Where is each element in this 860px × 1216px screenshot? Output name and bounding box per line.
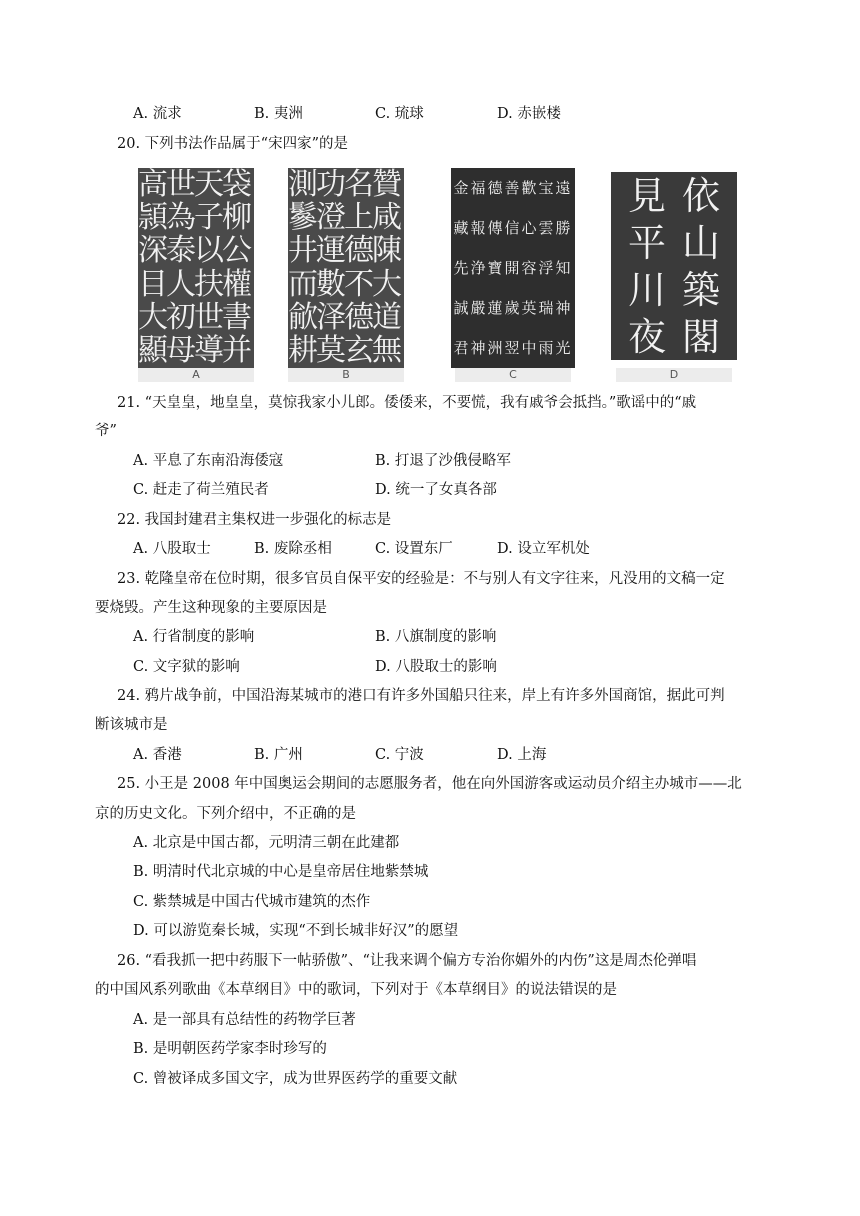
calligraphy-a-column-1: [140, 168, 166, 368]
calligraphy-label-a: A: [138, 368, 254, 382]
calligraphy-character: 不: [344, 266, 374, 302]
calligraphy-image-a: [138, 168, 254, 368]
calligraphy-character: 以: [194, 233, 224, 269]
q24-option-c: C. 宁波: [375, 747, 424, 763]
calligraphy-character: 數: [316, 266, 346, 302]
q26-stem-line-1: 26. “看我抓一把中药服下一帖骄傲”、“让我来调个偏方专治你媚外的内伤”这是周杰伦弹唱: [117, 953, 697, 969]
calligraphy-character: 鬖: [288, 199, 318, 235]
calligraphy-character: 而: [288, 266, 318, 302]
calligraphy-b-column-4: [374, 168, 400, 368]
calligraphy-character: 深: [138, 233, 168, 269]
calligraphy-character: 山: [681, 220, 720, 265]
calligraphy-character: 嚴: [470, 298, 486, 317]
calligraphy-character: 見: [627, 173, 666, 218]
q21-stem-line-2: 爷”: [95, 423, 117, 439]
calligraphy-character: 導: [194, 333, 224, 368]
calligraphy-character: 高: [138, 168, 168, 202]
calligraphy-character: 子: [194, 199, 224, 235]
calligraphy-character: 頴: [138, 199, 168, 235]
calligraphy-character: 雲: [538, 218, 554, 237]
calligraphy-character: 容: [521, 258, 537, 277]
calligraphy-character: 人: [166, 266, 196, 302]
calligraphy-character: 平: [627, 220, 666, 265]
calligraphy-character: 并: [222, 333, 252, 368]
q26-stem-line-2: 的中国风系列歌曲《本草纲目》中的歌词，下列对于《本草纲目》的说法错误的是: [95, 982, 617, 998]
calligraphy-character: 功: [316, 168, 346, 202]
calligraphy-character: 泰: [166, 233, 196, 269]
calligraphy-d-column-2: [679, 172, 723, 360]
q23-option-a: A. 行省制度的影响: [133, 629, 255, 645]
q26-option-b: B. 是明朝医药学家李时珍写的: [133, 1041, 327, 1057]
calligraphy-character: 無: [372, 333, 402, 368]
calligraphy-character: 袋: [222, 168, 252, 202]
calligraphy-character: 為: [166, 199, 196, 235]
calligraphy-c-column-6: [538, 168, 554, 368]
calligraphy-a-column-2: [168, 168, 194, 368]
q19-option-d: D. 赤嵌楼: [497, 106, 561, 122]
calligraphy-character: 大: [138, 299, 168, 335]
q21-stem-line-1: 21. “天皇皇，地皇皇，莫惊我家小儿郎。倭倭来，不要慌，我有戚爷会抵挡。”歌谣中的“戚: [117, 395, 697, 411]
calligraphy-character: 築: [681, 267, 720, 312]
calligraphy-d-column-1: [625, 172, 669, 360]
q22-option-b: B. 废除丞相: [254, 541, 332, 557]
q22-option-d: D. 设立军机处: [497, 541, 590, 557]
q23-stem-line-1: 23. 乾隆皇帝在位时期，很多官员自保平安的经验是：不与别人有文字往来，凡没用的文稿一定: [117, 571, 725, 587]
calligraphy-character: 依: [681, 173, 720, 218]
q25-option-c: C. 紫禁城是中国古代城市建筑的杰作: [133, 894, 371, 910]
calligraphy-character: 浄: [470, 258, 486, 277]
q22-stem: 22. 我国封建君主集权进一步强化的标志是: [117, 512, 392, 528]
q25-option-b: B. 明清时代北京城的中心是皇帝居住地紫禁城: [133, 864, 429, 880]
calligraphy-character: 名: [344, 168, 374, 202]
calligraphy-character: 雨: [538, 338, 554, 357]
calligraphy-character: 澄: [316, 199, 346, 235]
calligraphy-a-column-4: [224, 168, 250, 368]
calligraphy-character: 閣: [681, 314, 720, 359]
calligraphy-character: 報: [470, 218, 486, 237]
calligraphy-character: 浮: [538, 258, 554, 277]
q21-option-d: D. 统一了女真各部: [375, 482, 497, 498]
calligraphy-character: 歲: [504, 298, 520, 317]
calligraphy-image-b: [288, 168, 404, 368]
calligraphy-character: 神: [470, 338, 486, 357]
calligraphy-character: 宝: [538, 178, 554, 197]
calligraphy-character: 寶: [487, 258, 503, 277]
calligraphy-character: 玄: [344, 333, 374, 368]
calligraphy-character: 咸: [372, 199, 402, 235]
calligraphy-character: 洲: [487, 338, 503, 357]
calligraphy-character: 傳: [487, 218, 503, 237]
calligraphy-character: 書: [222, 299, 252, 335]
q25-stem-line-2: 京的历史文化。下列介绍中，不正确的是: [95, 806, 356, 822]
calligraphy-character: 蓮: [487, 298, 503, 317]
calligraphy-character: 夜: [627, 314, 666, 359]
calligraphy-character: 神: [555, 298, 571, 317]
calligraphy-c-column-5: [521, 168, 537, 368]
calligraphy-image-c: [451, 168, 575, 368]
calligraphy-a-column-3: [196, 168, 222, 368]
calligraphy-c-column-1: [453, 168, 469, 368]
calligraphy-b-column-1: [290, 168, 316, 368]
q22-option-a: A. 八股取士: [133, 541, 211, 557]
calligraphy-character: 贊: [372, 168, 402, 202]
calligraphy-character: 耕: [288, 333, 318, 368]
q25-option-d: D. 可以游览秦长城，实现“不到长城非好汉”的愿望: [133, 923, 459, 939]
calligraphy-character: 泽: [316, 299, 346, 335]
q26-option-a: A. 是一部具有总结性的药物学巨著: [133, 1012, 356, 1028]
q19-option-c: C. 琉球: [375, 106, 424, 122]
calligraphy-character: 心: [521, 218, 537, 237]
q23-option-d: D. 八股取士的影响: [375, 659, 497, 675]
q24-option-a: A. 香港: [133, 747, 182, 763]
calligraphy-character: 瑞: [538, 298, 554, 317]
calligraphy-character: 誠: [453, 298, 469, 317]
calligraphy-character: 目: [138, 266, 168, 302]
calligraphy-character: 福: [470, 178, 486, 197]
calligraphy-character: 顯: [138, 333, 168, 368]
calligraphy-label-d: D: [616, 368, 732, 382]
calligraphy-character: 遠: [555, 178, 571, 197]
calligraphy-c-column-4: [504, 168, 520, 368]
q22-option-c: C. 设置东厂: [375, 541, 453, 557]
calligraphy-character: 勝: [555, 218, 571, 237]
q25-option-a: A. 北京是中国古都，元明清三朝在此建都: [133, 835, 400, 851]
calligraphy-character: 初: [166, 299, 196, 335]
calligraphy-b-column-3: [346, 168, 372, 368]
calligraphy-character: 上: [344, 199, 374, 235]
calligraphy-character: 德: [487, 178, 503, 197]
calligraphy-label-c: C: [455, 368, 571, 382]
calligraphy-character: 英: [521, 298, 537, 317]
calligraphy-character: 光: [555, 338, 571, 357]
calligraphy-character: 藏: [453, 218, 469, 237]
q21-option-b: B. 打退了沙俄侵略军: [375, 453, 511, 469]
calligraphy-character: 測: [288, 168, 318, 202]
calligraphy-character: 大: [372, 266, 402, 302]
q23-option-b: B. 八旗制度的影响: [375, 629, 497, 645]
q21-option-c: C. 赶走了荷兰殖民者: [133, 482, 269, 498]
q24-option-d: D. 上海: [497, 747, 547, 763]
q19-option-a: A. 流求: [133, 106, 182, 122]
q25-stem-line-1: 25. 小王是 2008 年中国奥运会期间的志愿服务者，他在向外国游客或运动员介绍主办城市——北: [117, 776, 742, 792]
calligraphy-c-column-2: [470, 168, 486, 368]
calligraphy-c-column-7: [555, 168, 571, 368]
calligraphy-character: 翌: [504, 338, 520, 357]
q24-stem-line-1: 24. 鸦片战争前，中国沿海某城市的港口有许多外国船只往来，岸上有许多外国商馆，据此可判: [117, 688, 725, 704]
calligraphy-label-b: B: [288, 368, 404, 382]
q23-stem-line-2: 要烧毁。产生这种现象的主要原因是: [95, 600, 327, 616]
calligraphy-character: 柳: [222, 199, 252, 235]
q26-option-c: C. 曾被译成多国文字，成为世界医药学的重要文献: [133, 1071, 458, 1087]
calligraphy-character: 母: [166, 333, 196, 368]
calligraphy-character: 歈: [288, 299, 318, 335]
calligraphy-character: 運: [316, 233, 346, 269]
calligraphy-character: 井: [288, 233, 318, 269]
q21-option-a: A. 平息了东南沿海倭寇: [133, 453, 284, 469]
calligraphy-character: 先: [453, 258, 469, 277]
q24-stem-line-2: 断该城市是: [95, 717, 168, 733]
calligraphy-character: 陳: [372, 233, 402, 269]
q19-option-b: B. 夷洲: [254, 106, 303, 122]
q24-option-b: B. 广州: [254, 747, 303, 763]
calligraphy-character: 道: [372, 299, 402, 335]
calligraphy-character: 世: [166, 168, 196, 202]
calligraphy-character: 金: [453, 178, 469, 197]
calligraphy-character: 德: [344, 233, 374, 269]
calligraphy-image-d: [611, 172, 737, 360]
calligraphy-character: 歡: [521, 178, 537, 197]
calligraphy-character: 天: [194, 168, 224, 202]
calligraphy-character: 中: [521, 338, 537, 357]
calligraphy-character: 信: [504, 218, 520, 237]
calligraphy-c-column-3: [487, 168, 503, 368]
calligraphy-character: 扶: [194, 266, 224, 302]
calligraphy-character: 君: [453, 338, 469, 357]
calligraphy-character: 莫: [316, 333, 346, 368]
calligraphy-character: 德: [344, 299, 374, 335]
calligraphy-character: 世: [194, 299, 224, 335]
calligraphy-character: 知: [555, 258, 571, 277]
calligraphy-character: 川: [627, 267, 666, 312]
calligraphy-character: 開: [504, 258, 520, 277]
calligraphy-character: 權: [222, 266, 252, 302]
calligraphy-character: 善: [504, 178, 520, 197]
q23-option-c: C. 文字狱的影响: [133, 659, 240, 675]
q20-stem: 20. 下列书法作品属于“宋四家”的是: [117, 136, 348, 152]
calligraphy-b-column-2: [318, 168, 344, 368]
calligraphy-character: 公: [222, 233, 252, 269]
